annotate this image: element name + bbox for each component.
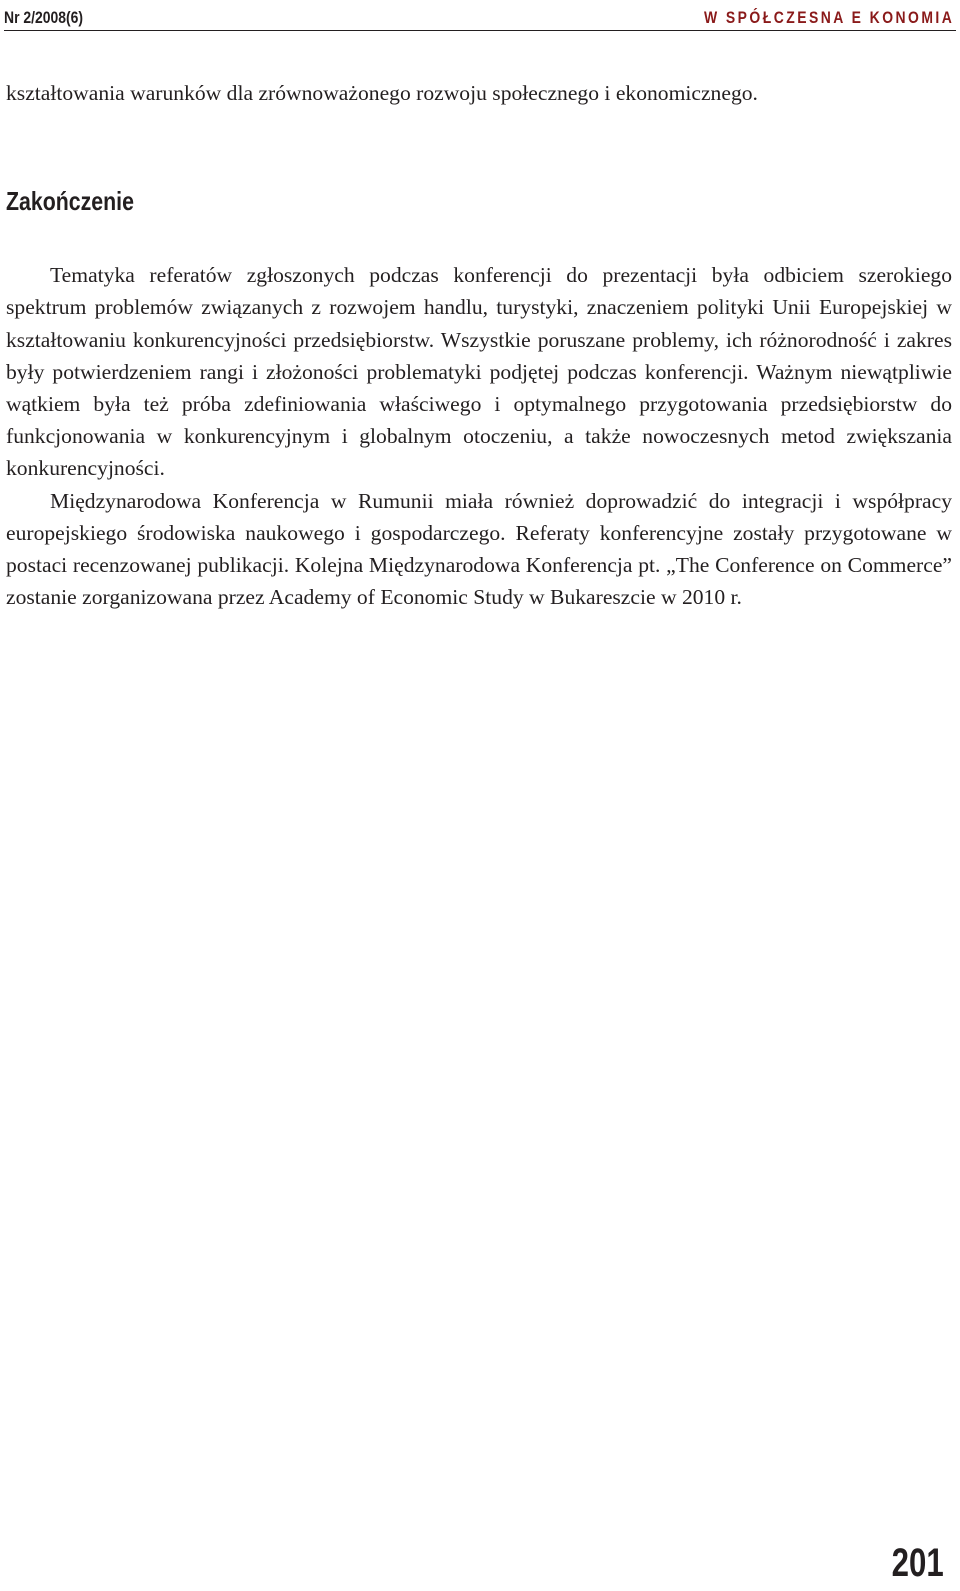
header-rule [4,30,956,31]
paragraph-continued: kształtowania warunków dla zrównoważonego rozwoju społecznego i ekonomicznego. [6,81,758,105]
article-body [6,77,952,613]
section-heading: Zakończenie [6,186,134,217]
paragraph: Międzynarodowa Konferencja w Rumunii miała również doprowadzić do integracji i współpracy europejskiego środowiska naukowego i gospodarczego. Referaty konferencyjne zostały przygotowane w postaci recenzowanej publikacji. Kolejna Międzynarodowa Konferencja pt. „The Conference on Commerce” zostanie zorganizowana przez Academy of Economic Study w Bukareszcie w 2010 r. [6,488,952,610]
paragraph: Tematyka referatów zgłoszonych podczas konferencji do prezentacji była odbiciem szerokiego spektrum problemów związanych z rozwojem handlu, turystyki, znaczeniem polityki Unii Europejskiej w kształtowaniu konkurencyjności przedsiębiorstw. Wszystkie poruszane problemy, ich różnorodność i zakres były potwierdzeniem rangi i złożoności problematyki podjętej podczas konferencji. Ważnym niewątpliwie wątkiem była też próba zdefiniowania właściwego i optymalnego przygotowania przedsiębiorstw do funkcjonowania w konkurencyjnym i globalnym otoczeniu, a także nowoczesnych metod zwiększania konkurencyjności. [6,263,952,481]
issue-label: Nr 2/2008(6) [4,8,84,27]
journal-title: W SPÓŁCZESNA E KONOMIA [703,8,954,27]
page-number: 201 [891,1541,944,1585]
